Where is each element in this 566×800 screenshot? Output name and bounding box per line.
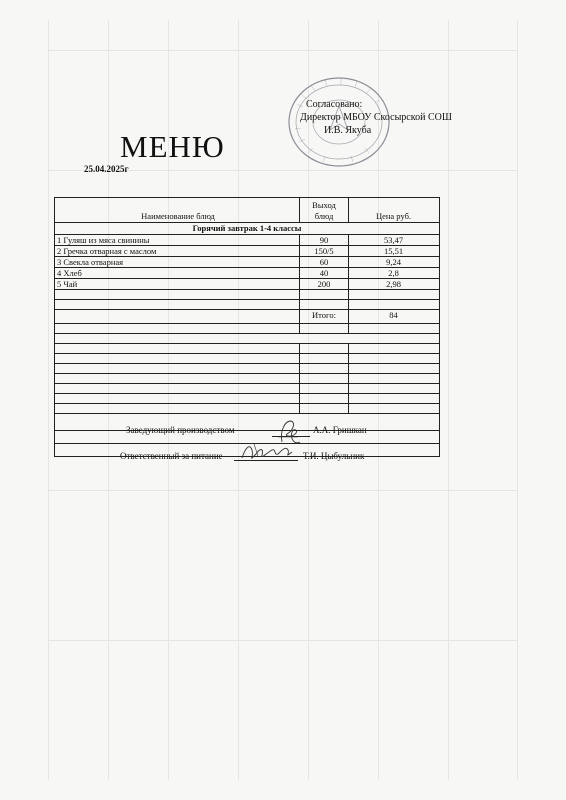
nutrition-name: Т.И. Цыбульник	[303, 451, 365, 461]
table-row	[55, 257, 439, 268]
header-price: Цена руб.	[375, 211, 412, 221]
dish-price: 2,8	[388, 268, 399, 278]
empty-row	[55, 334, 439, 344]
page-title: МЕНЮ	[120, 129, 225, 164]
dish-yield: 200	[300, 279, 349, 289]
menu-table	[54, 197, 440, 457]
header-dish-name: Наименование блюд	[55, 198, 300, 222]
production-name: А.А. Гришкан	[313, 425, 367, 435]
empty-row	[55, 300, 439, 310]
dish-yield: 40	[300, 268, 349, 278]
empty-row	[55, 364, 439, 374]
table-header-row	[55, 198, 439, 223]
dish-name: 2 Гречка отварная с маслом	[55, 246, 300, 256]
dish-yield: 150/5	[300, 246, 349, 256]
total-value: 84	[389, 310, 398, 320]
header-yield	[300, 198, 349, 222]
empty-row	[55, 384, 439, 394]
empty-row	[55, 404, 439, 414]
total-row	[55, 310, 439, 324]
empty-row	[55, 394, 439, 404]
empty-row	[55, 354, 439, 364]
dish-price: 15,51	[383, 246, 404, 256]
dish-name: 5 Чай	[55, 279, 300, 289]
approval-director: Директор МБОУ Скосырской СОШ	[300, 112, 452, 123]
dish-price: 53,47	[383, 235, 404, 245]
table-row	[55, 235, 439, 246]
production-role: Заведующий производством	[126, 425, 235, 435]
empty-row	[55, 344, 439, 354]
table-row	[55, 268, 439, 279]
header-yield-line2: блюд	[314, 211, 334, 221]
section-title: Горячий завтрак 1-4 классы	[55, 223, 439, 235]
dish-name: 4 Хлеб	[55, 268, 300, 278]
nutrition-role: Ответственный за питание	[120, 451, 223, 461]
empty-row	[55, 324, 439, 334]
nutrition-signature	[238, 440, 296, 466]
dish-price: 9,24	[386, 257, 401, 267]
menu-date: 25.04.2025г	[84, 164, 129, 174]
table-row	[55, 279, 439, 290]
total-label: Итого:	[300, 310, 349, 323]
approval-name: И.В. Якуба	[324, 125, 372, 136]
dish-price: 2,98	[386, 279, 401, 289]
dish-name: 1 Гуляш из мяса свинины	[55, 235, 300, 245]
empty-row	[55, 290, 439, 300]
table-row	[55, 246, 439, 257]
approval-block	[300, 98, 452, 137]
dish-name: 3 Свекла отварная	[55, 257, 300, 267]
dish-yield: 90	[300, 235, 349, 245]
signature-row-production	[55, 414, 439, 431]
header-yield-line1: Выход	[312, 200, 336, 210]
empty-row	[55, 374, 439, 384]
dish-yield: 60	[300, 257, 349, 267]
approval-label: Согласовано:	[306, 99, 363, 110]
